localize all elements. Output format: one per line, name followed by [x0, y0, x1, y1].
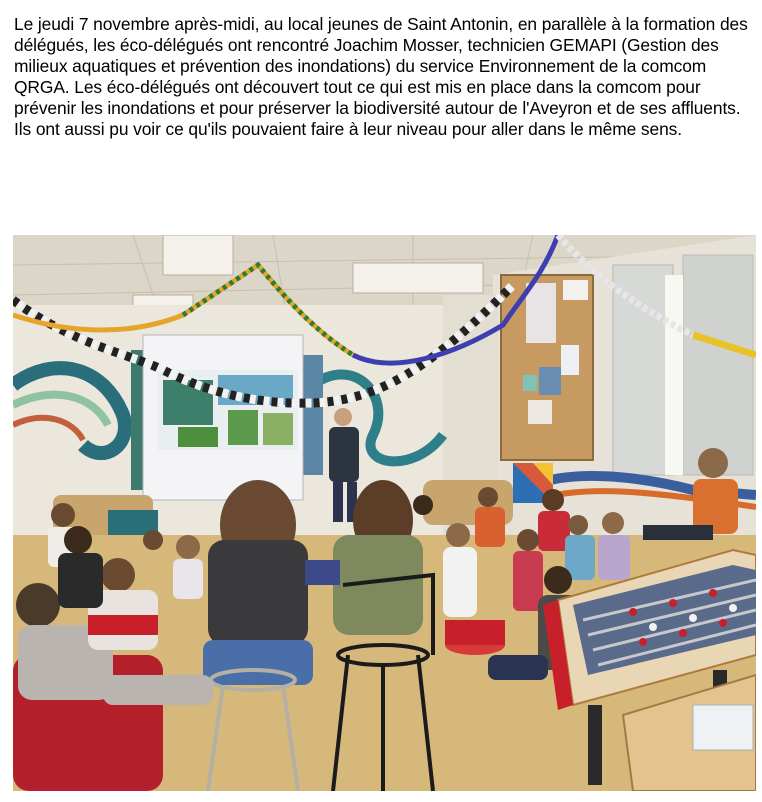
window — [683, 255, 753, 475]
plastic-box — [693, 705, 753, 750]
red-stool — [445, 620, 505, 645]
poster — [563, 280, 588, 300]
slide-image — [178, 427, 218, 447]
article-paragraph: Le jeudi 7 novembre après-midi, au local jeunes de Saint Antonin, en parallèle à la formation des délégués, les éco-délégués ont rencontré Joachim Mosser, technicien GEMAPI (Gestion des milieux aquatiques et prévention des inondations) du service Environnement de la comcom QRGA. Les éco-délégués ont découvert tout ce qui est mis en place dans la comcom pour prévenir les inondations et pour préserver la biodiversité autour de l'Aveyron et de ses affluents. Ils ont aussi pu voir ce qu'ils pouvaient faire à leur niveau pour aller dans le même sens. — [14, 14, 748, 139]
window-light — [665, 275, 683, 475]
laptop — [305, 560, 340, 585]
slide-image — [263, 413, 293, 445]
ceiling-light — [353, 263, 483, 293]
ceiling-light — [163, 235, 233, 275]
poster — [526, 283, 556, 343]
poster — [528, 400, 552, 424]
poster — [561, 345, 579, 375]
slide-image — [228, 410, 258, 445]
poster — [523, 375, 537, 391]
poster — [539, 367, 561, 395]
classroom-photo — [13, 235, 756, 791]
